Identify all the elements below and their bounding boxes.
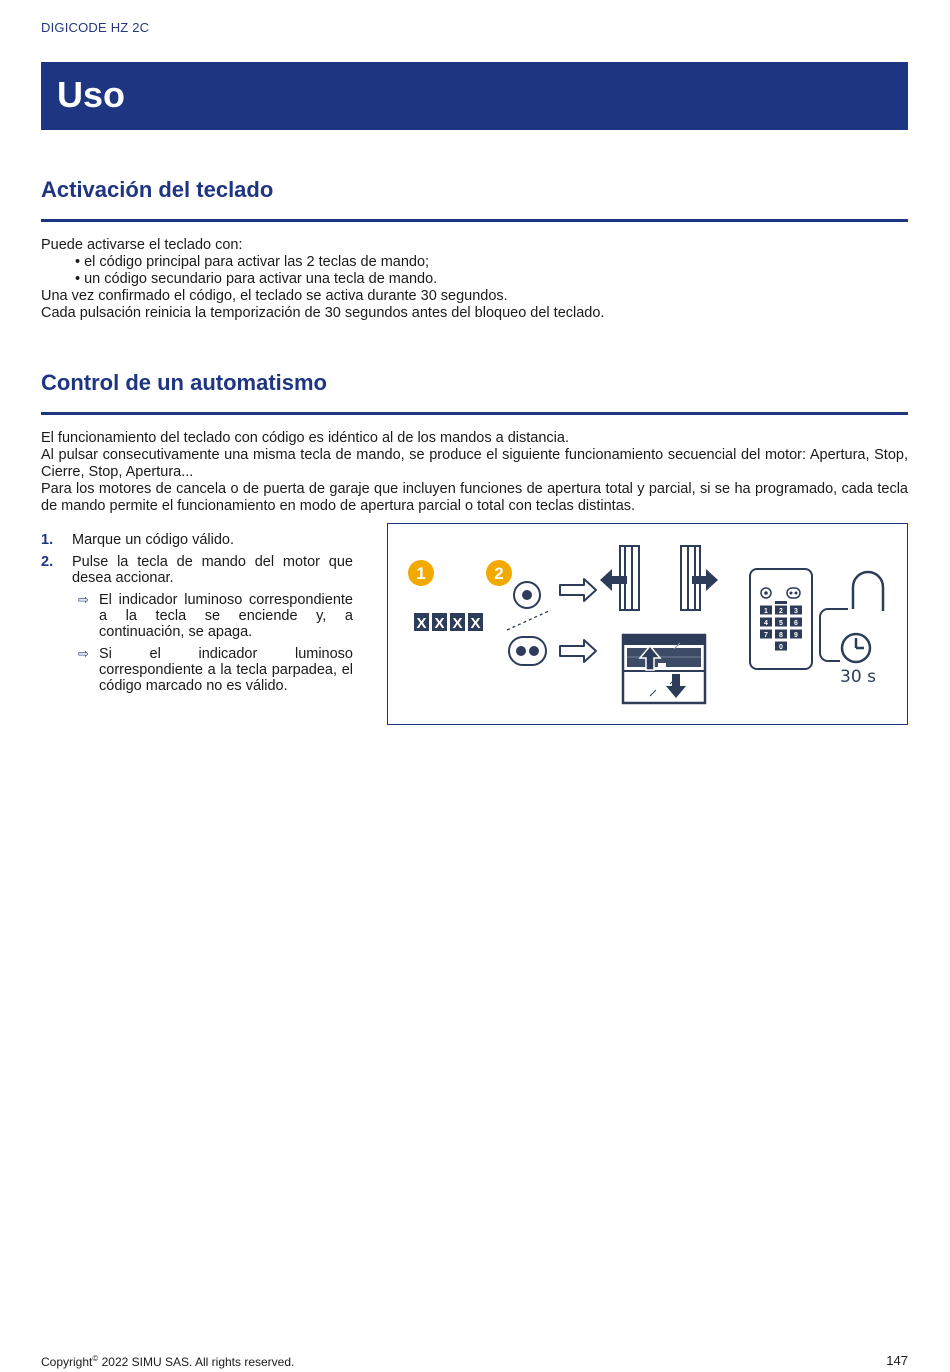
substep-text: El indicador luminoso correspondiente a la tecla se enciende y, a continuación, se apaga.: [99, 592, 353, 640]
gate-open-right-icon: [681, 546, 718, 610]
result-arrow-icon: ⇨: [78, 592, 89, 607]
keypad-key-label: 9: [794, 632, 798, 639]
timer-label: 30 s: [840, 667, 876, 687]
garage-door-icon: [623, 635, 705, 703]
keypad-key-label: 8: [779, 632, 783, 639]
page-number: 147: [886, 1353, 908, 1368]
activation-intro: Puede activarse el teclado con:: [41, 237, 243, 253]
control-paragraph: Para los motores de cancela o de puerta de garaje que incluyen funciones de apertura total y parcial, si se ha programado, cada tecla de mando permite el funcionamiento en modo de apertura parcial o total con teclas distintas.: [41, 481, 908, 514]
page-title: Uso: [57, 74, 126, 115]
keypad-key-label: 1: [764, 608, 768, 615]
keypad-key-label: 6: [794, 620, 798, 627]
badge-2-label: 2: [494, 564, 504, 583]
steps-list: [41, 532, 353, 694]
step-text: Pulse la tecla de mando del motor que desea accionar.: [72, 554, 353, 586]
section-control-text: [41, 430, 908, 515]
substep-item: [41, 592, 353, 640]
substep-item: [41, 646, 353, 694]
single-dot-button-icon: [514, 582, 540, 608]
copyright-rest: 2022 SIMU SAS. All rights reserved.: [98, 1355, 295, 1369]
double-dot-button-icon: [509, 637, 546, 665]
keypad-key-label: 4: [764, 620, 768, 627]
result-arrow-icon: ⇨: [78, 646, 89, 661]
activation-duration: Una vez confirmado el código, el teclado se activa durante 30 segundos.: [41, 288, 508, 304]
code-key-label: X: [416, 615, 427, 632]
usage-illustration: [387, 523, 908, 725]
section-divider: [41, 219, 908, 222]
page-title-band: [41, 62, 908, 130]
step-item: [41, 532, 353, 548]
illustration-svg: [388, 524, 907, 724]
padlock-shackle-icon: [853, 572, 883, 611]
code-key-label: X: [434, 615, 445, 632]
step-text: Marque un código válido.: [72, 532, 235, 548]
gate-open-left-icon: [600, 546, 639, 610]
activation-bullet: • el código principal para activar las 2 teclas de mando;: [75, 254, 430, 270]
activation-reset-note: Cada pulsación reinicia la temporización de 30 segundos antes del bloqueo del teclado.: [41, 305, 605, 321]
document-header: DIGICODE HZ 2C: [41, 20, 150, 35]
code-entry-keys: [414, 613, 483, 632]
arrow-right-icon: [560, 640, 596, 662]
step-1-badge-icon: [408, 560, 434, 586]
control-paragraph: Al pulsar consecutivamente una misma tecla de mando, se produce el siguiente funcionamiento secuencial del motor: Apertura, Stop, Cierre, Stop, Apertura...: [41, 447, 908, 480]
step-number: 2.: [41, 554, 54, 570]
step-item: [41, 554, 353, 586]
clock-icon: [842, 634, 870, 662]
copyright-symbol: ©: [92, 1354, 99, 1363]
keypad-key-label: 0: [779, 644, 783, 651]
control-paragraph: El funcionamiento del teclado con código es idéntico al de los mandos a distancia.: [41, 430, 569, 446]
code-key-label: X: [452, 615, 463, 632]
dashed-divider: [507, 610, 551, 630]
section-heading-control: Control de un automatismo: [41, 370, 327, 395]
step-2-badge-icon: [486, 560, 512, 586]
keypad-key-label: 2: [779, 608, 783, 615]
keypad-key-label: 5: [779, 620, 783, 627]
copyright-notice: [41, 1354, 294, 1369]
section-activation-text: [41, 237, 908, 322]
keypad-key-label: 3: [794, 608, 798, 615]
code-key-label: X: [470, 615, 481, 632]
badge-1-label: 1: [416, 564, 426, 583]
keypad-key-label: 7: [764, 632, 768, 639]
step-number: 1.: [41, 532, 54, 548]
section-divider: [41, 412, 908, 415]
substep-text: Si el indicador luminoso correspondiente a la tecla parpadea, el código marcado no es válido.: [99, 646, 353, 694]
copyright-prefix: Copyright: [41, 1355, 93, 1369]
arrow-right-icon: [560, 579, 596, 601]
section-heading-activation: Activación del teclado: [41, 177, 274, 202]
activation-bullet: • un código secundario para activar una tecla de mando.: [75, 271, 438, 287]
